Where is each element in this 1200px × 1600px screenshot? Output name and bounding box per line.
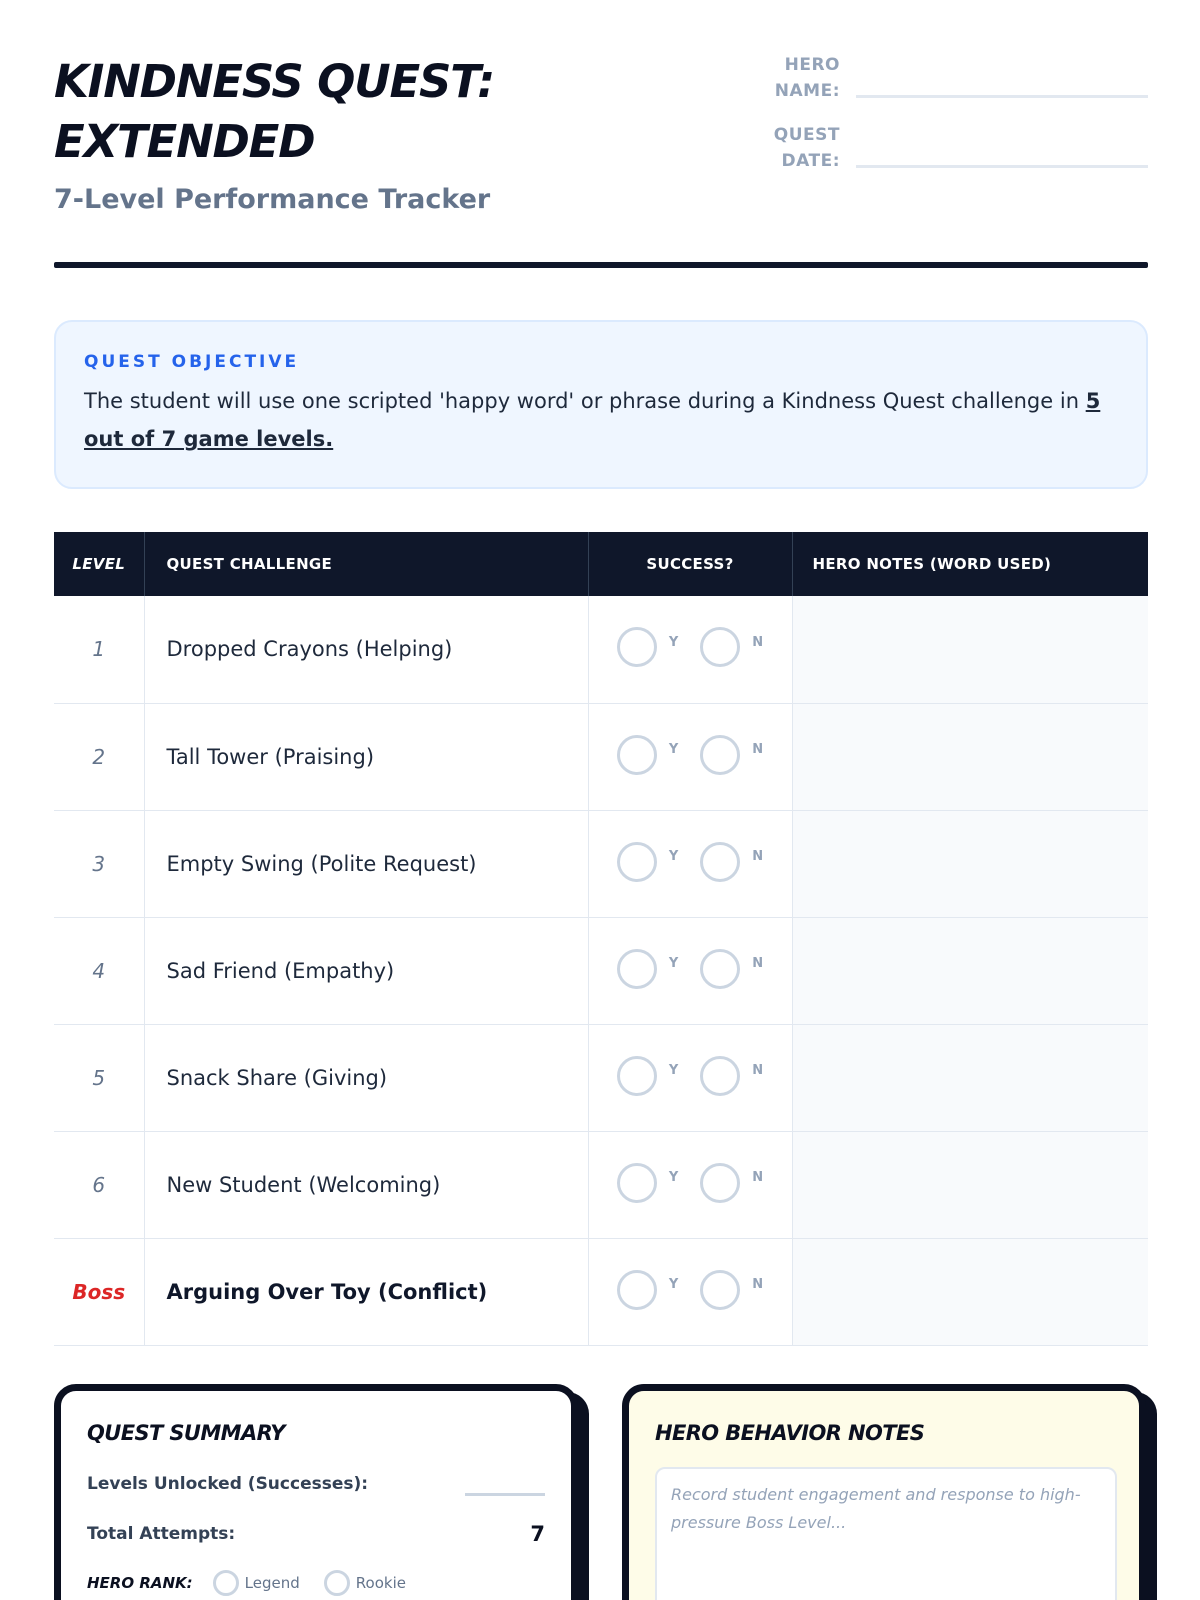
success-options: [588, 703, 792, 810]
total-attempts-label: Total Attempts:: [87, 1524, 236, 1544]
yes-label: Y: [668, 1277, 679, 1292]
hero-name-label: HERO NAME:: [774, 55, 840, 101]
level-number: 1: [54, 596, 144, 703]
level-boss: Boss: [54, 1238, 144, 1345]
table-row: [54, 596, 1148, 703]
challenge-name: Snack Share (Giving): [144, 1024, 588, 1131]
hero-notes-cell[interactable]: [792, 810, 1148, 917]
hero-notes-cell[interactable]: [792, 917, 1148, 1024]
success-options: [588, 1024, 792, 1131]
objective-text: [84, 382, 1118, 458]
yes-radio[interactable]: [617, 627, 657, 667]
rank-option-rookie[interactable]: [324, 1570, 406, 1596]
no-label: N: [752, 956, 764, 971]
quest-date-label: QUEST DATE:: [773, 125, 840, 171]
challenge-name: Arguing Over Toy (Conflict): [144, 1238, 588, 1345]
objective-body: The student will use one scripted 'happy word' or phrase during a Kindness Quest challenge in: [84, 389, 1086, 413]
level-number: 4: [54, 917, 144, 1024]
yes-label: Y: [668, 742, 679, 757]
challenge-name: Sad Friend (Empathy): [144, 917, 588, 1024]
rookie-label: Rookie: [355, 1574, 406, 1592]
no-label: N: [752, 742, 764, 757]
challenge-name: New Student (Welcoming): [144, 1131, 588, 1238]
success-options: [588, 1238, 792, 1345]
quest-date-line[interactable]: [856, 165, 1148, 168]
hero-notes-cell[interactable]: [792, 703, 1148, 810]
hero-notes-cell[interactable]: [792, 1024, 1148, 1131]
rank-option-legend[interactable]: [213, 1570, 300, 1596]
header-success: SUCCESS?: [588, 532, 792, 596]
yes-label: Y: [668, 849, 679, 864]
rookie-radio[interactable]: [324, 1570, 350, 1596]
hero-notes-cell[interactable]: [792, 596, 1148, 703]
levels-unlocked-blank[interactable]: [465, 1493, 545, 1496]
table-row: [54, 703, 1148, 810]
levels-unlocked-row: [87, 1471, 545, 1496]
level-number: 3: [54, 810, 144, 917]
levels-unlocked-label: Levels Unlocked (Successes):: [87, 1473, 369, 1494]
header-notes: HERO NOTES (WORD USED): [792, 532, 1148, 596]
no-radio[interactable]: [700, 1056, 740, 1096]
legend-radio[interactable]: [213, 1570, 239, 1596]
success-options: [588, 810, 792, 917]
table-row: [54, 1131, 1148, 1238]
total-attempts-row: [87, 1522, 545, 1546]
hero-behavior-notes-card: [622, 1384, 1146, 1600]
yes-radio[interactable]: [617, 1270, 657, 1310]
table-row: [54, 810, 1148, 917]
quest-table: [54, 532, 1148, 1346]
yes-radio[interactable]: [617, 949, 657, 989]
quest-date-field[interactable]: [768, 122, 1148, 174]
table-row: [54, 917, 1148, 1024]
challenge-name: Tall Tower (Praising): [144, 703, 588, 810]
no-label: N: [752, 634, 764, 650]
level-number: 5: [54, 1024, 144, 1131]
yes-radio[interactable]: [617, 1056, 657, 1096]
no-radio[interactable]: [700, 1270, 740, 1310]
table-row-boss: [54, 1238, 1148, 1345]
hero-rank-row: [87, 1570, 545, 1596]
hero-name-line[interactable]: [856, 95, 1148, 98]
no-label: N: [752, 1277, 764, 1292]
challenge-name: Dropped Crayons (Helping): [144, 596, 588, 703]
yes-label: Y: [668, 634, 679, 650]
header-challenge: QUEST CHALLENGE: [144, 532, 588, 596]
yes-label: Y: [668, 956, 679, 971]
summary-title: QUEST SUMMARY: [87, 1421, 285, 1445]
no-label: N: [752, 1063, 764, 1078]
hero-notes-cell[interactable]: [792, 1131, 1148, 1238]
level-number: 2: [54, 703, 144, 810]
hero-rank-label: HERO RANK:: [87, 1574, 193, 1592]
success-options: [588, 1131, 792, 1238]
table-row: [54, 1024, 1148, 1131]
quest-summary-card: [54, 1384, 578, 1600]
no-radio[interactable]: [700, 842, 740, 882]
level-number: 6: [54, 1131, 144, 1238]
yes-label: Y: [668, 1063, 679, 1078]
no-radio[interactable]: [700, 1163, 740, 1203]
no-label: N: [752, 849, 764, 864]
hero-name-field[interactable]: [768, 52, 1148, 104]
behavior-notes-title: HERO BEHAVIOR NOTES: [655, 1421, 925, 1445]
no-radio[interactable]: [700, 949, 740, 989]
objective-emphasis: 5 out of 7 game levels.: [84, 389, 1101, 451]
page-title: KINDNESS QUEST: EXTENDED: [54, 55, 495, 168]
success-options: [588, 917, 792, 1024]
legend-label: Legend: [244, 1574, 300, 1592]
hero-notes-cell[interactable]: [792, 1238, 1148, 1345]
challenge-name: Empty Swing (Polite Request): [144, 810, 588, 917]
objective-label: QUEST OBJECTIVE: [84, 352, 300, 372]
header-level: LEVEL: [54, 532, 144, 596]
table-header-row: [54, 532, 1148, 596]
no-radio[interactable]: [700, 735, 740, 775]
no-label: N: [752, 1170, 764, 1185]
success-options: [588, 596, 792, 703]
total-attempts-value: 7: [530, 1522, 545, 1546]
behavior-notes-input[interactable]: Record student engagement and response to high-pressure Boss Level...: [655, 1467, 1117, 1600]
quest-objective-box: [54, 320, 1148, 489]
yes-radio[interactable]: [617, 1163, 657, 1203]
yes-radio[interactable]: [617, 842, 657, 882]
yes-label: Y: [668, 1170, 679, 1185]
yes-radio[interactable]: [617, 735, 657, 775]
hero-fields: [768, 52, 1148, 192]
header-divider: [54, 262, 1148, 268]
page-subtitle: 7-Level Performance Tracker: [54, 184, 491, 215]
no-radio[interactable]: [700, 627, 740, 667]
